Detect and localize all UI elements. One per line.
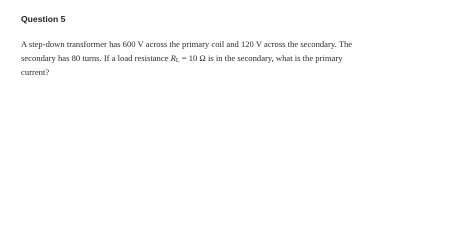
question-line-3: current? <box>21 67 50 78</box>
question-card <box>0 0 460 117</box>
question-line-1: A step-down transformer has 600 V across the primary coil and 120 V across the secondary. The <box>21 39 353 49</box>
load-resistance-letter: R <box>170 53 176 64</box>
question-title: Question 5 <box>21 14 66 24</box>
load-resistance-subscript: L <box>175 58 180 65</box>
question-text <box>21 37 441 80</box>
question-line-2-end: = 10 Ω is in the secondary, what is the primary <box>179 53 343 64</box>
question-line-2 <box>21 51 441 65</box>
question-line-2-start: secondary has 80 turns. If a load resistance <box>21 53 171 64</box>
load-resistance-symbol <box>171 53 180 63</box>
